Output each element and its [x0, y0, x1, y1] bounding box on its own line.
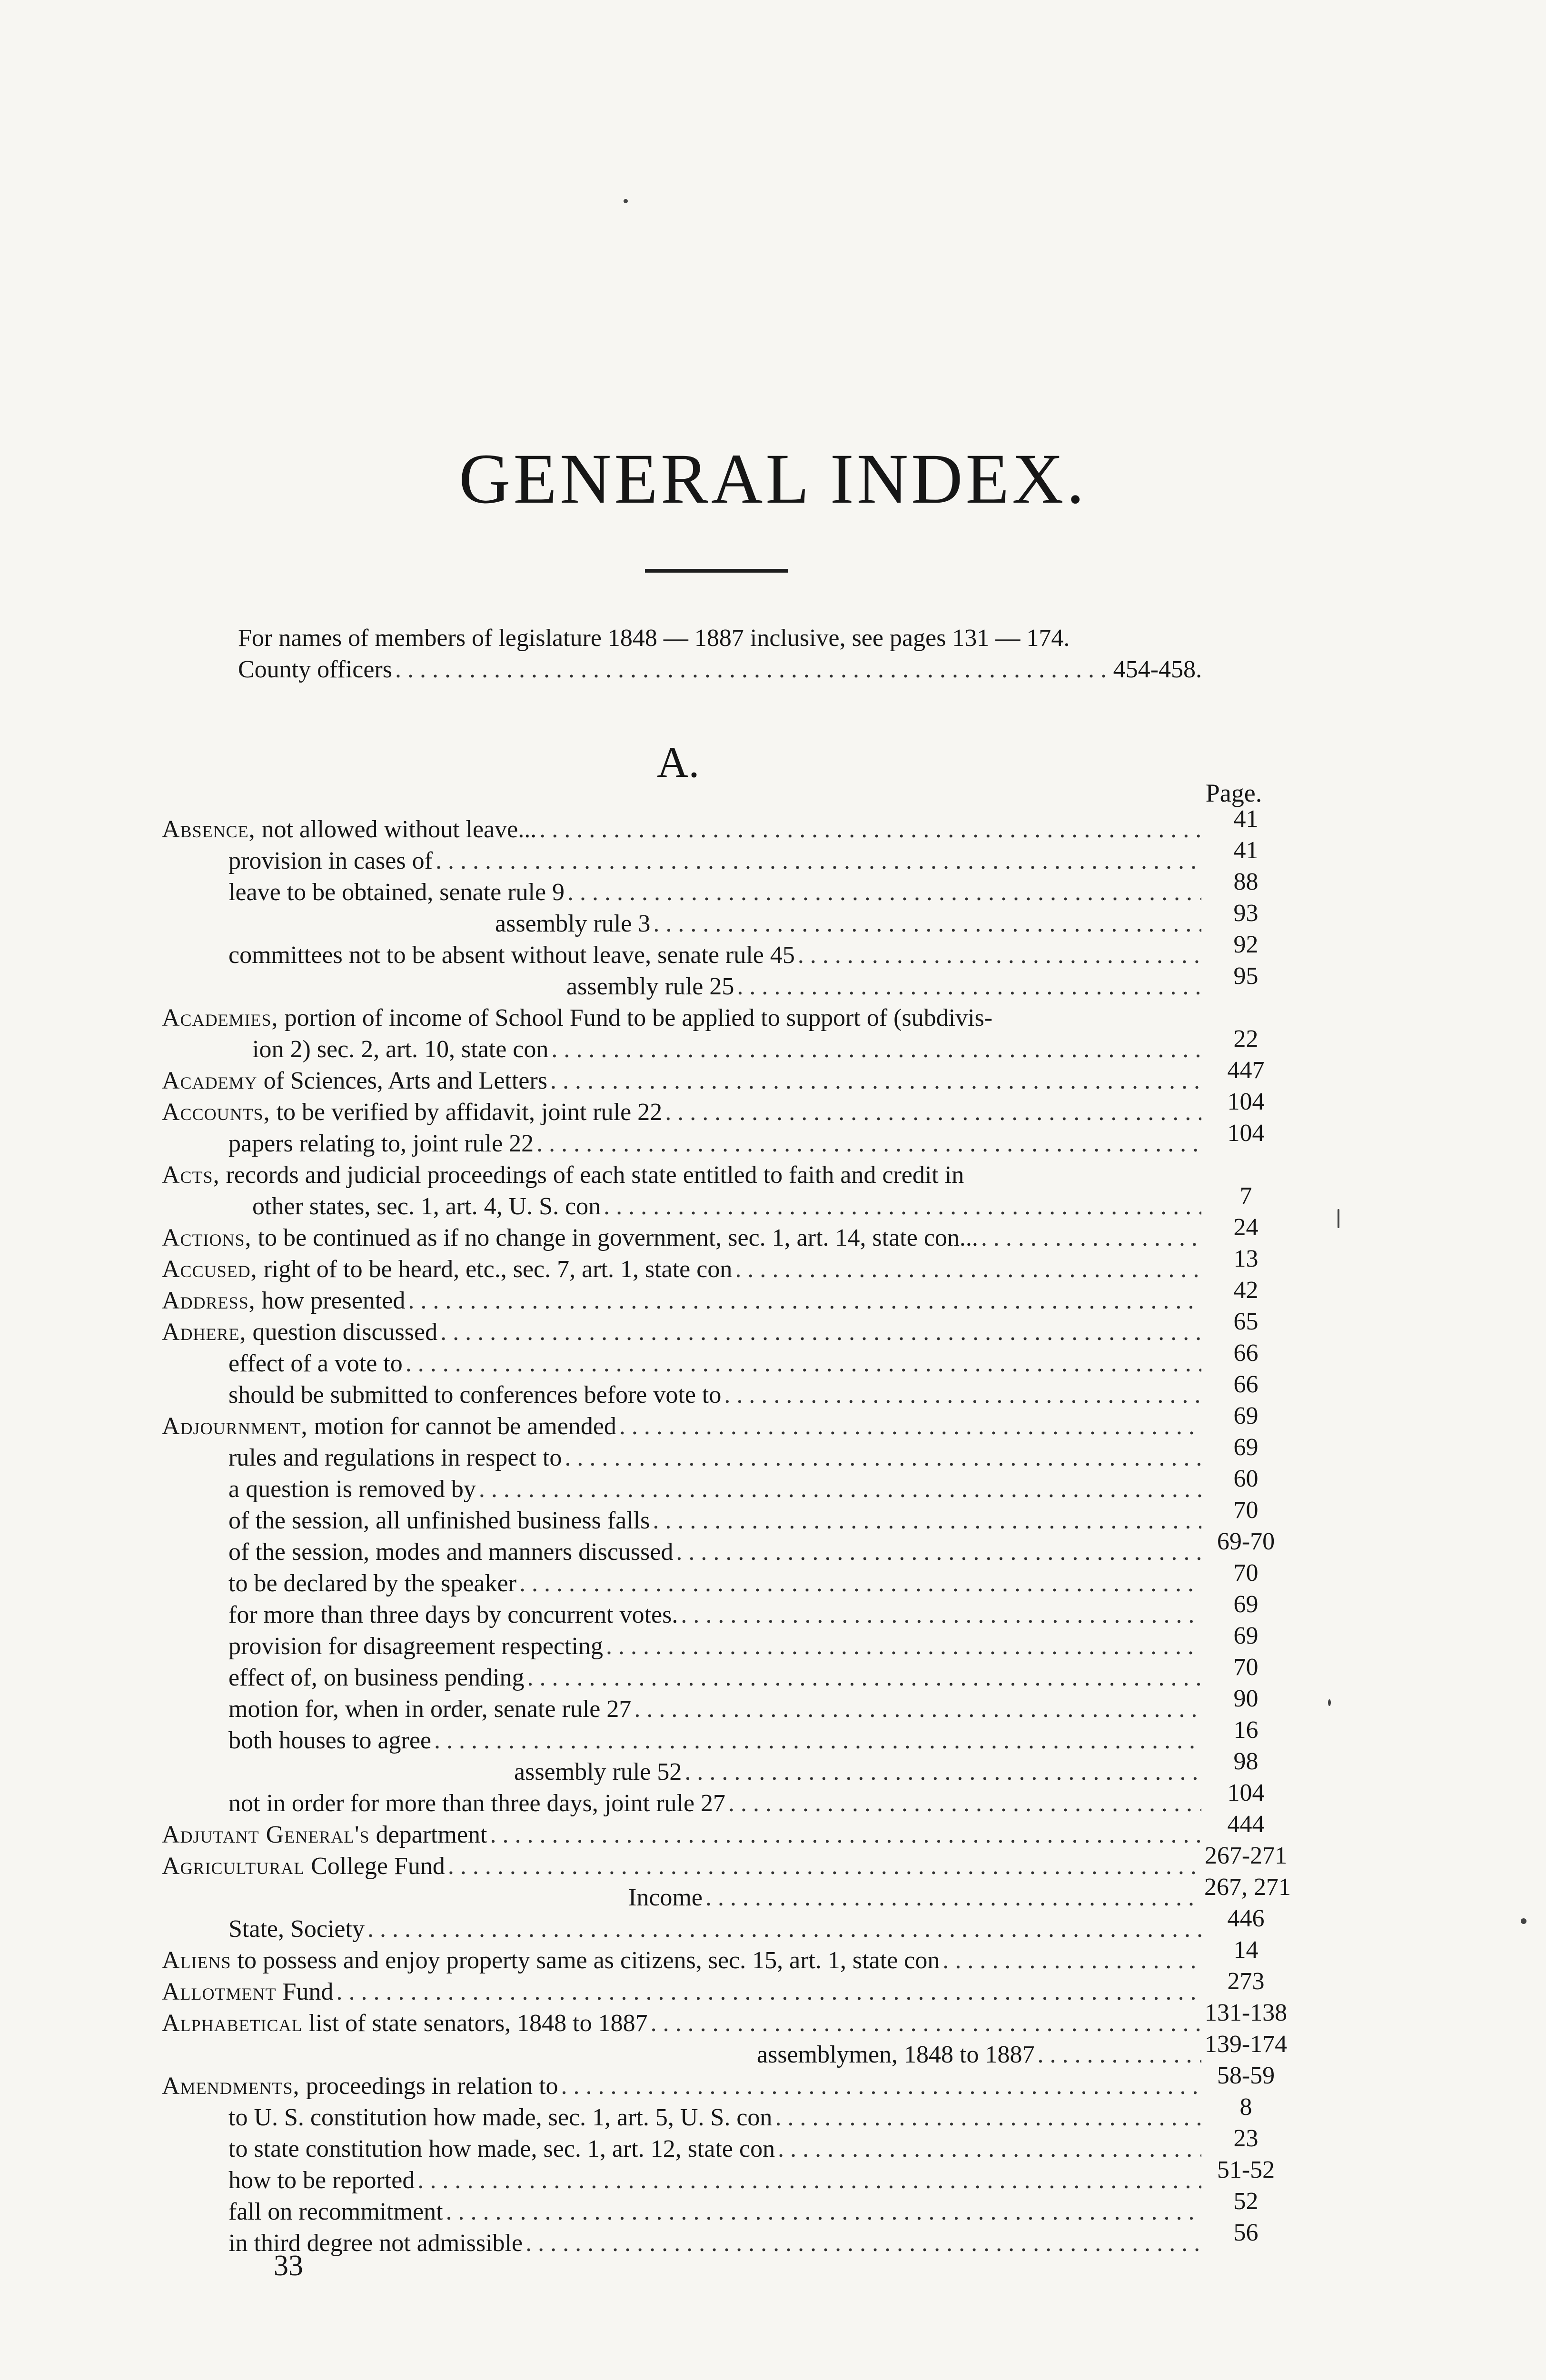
- entry-description: provision for disagreement respecting: [228, 1633, 603, 1660]
- dot-leader: [676, 1537, 1201, 1568]
- dot-leader: [665, 1097, 1201, 1128]
- entry-pages: 88: [1233, 868, 1259, 895]
- entry-description: to be verified by affidavit, joint rule 22: [270, 1099, 663, 1126]
- entry-heading: Address,: [162, 1287, 256, 1314]
- entry-description: not in order for more than three days, joint rule 27: [228, 1790, 726, 1817]
- entry-pages: 41: [1233, 837, 1259, 864]
- index-subentry: [162, 2156, 1288, 2196]
- entry-description: provision in cases of: [228, 847, 433, 874]
- entry-description: of the session, all unfinished business falls: [228, 1507, 650, 1534]
- entry-description: list of state senators, 1848 to 1887: [302, 2010, 648, 2037]
- index-subentry: [162, 1874, 1291, 1914]
- entry-description: motion for cannot be amended: [307, 1413, 616, 1440]
- index-entry: [162, 1277, 1288, 1317]
- entry-description: committees not to be absent without leave, senate rule 45: [228, 942, 795, 969]
- index-entry: [162, 1402, 1288, 1442]
- entry-pages: 23: [1233, 2125, 1259, 2152]
- entry-description: proceedings in relation to: [299, 2073, 558, 2100]
- dot-leader: [1038, 2039, 1201, 2071]
- dot-leader: [550, 1065, 1201, 1097]
- entry-description: assembly rule 52: [514, 1758, 682, 1785]
- entry-text: [252, 1191, 601, 1222]
- entry-heading: Adjutant General's: [162, 1821, 370, 1848]
- entry-pages: 69-70: [1217, 1528, 1275, 1555]
- index-subentry: [162, 1685, 1288, 1725]
- entry-text: [162, 1945, 940, 1976]
- entry-pages: 41: [1233, 805, 1259, 833]
- entry-text: [162, 1222, 978, 1254]
- entry-text: [162, 814, 536, 845]
- entry-text: [228, 1348, 403, 1379]
- dot-leader: [634, 1694, 1201, 1725]
- dot-leader: [798, 940, 1201, 971]
- dot-leader: [519, 1568, 1201, 1599]
- entry-description: to possess and enjoy property same as citizens, sec. 15, art. 1, state con: [231, 1947, 940, 1974]
- dot-leader: [434, 1725, 1201, 1756]
- entry-description: effect of, on business pending: [228, 1664, 525, 1691]
- entry-pages: 139-174: [1204, 2031, 1288, 2058]
- index-subentry: [162, 2031, 1288, 2071]
- index-subentry: [162, 1182, 1288, 1222]
- dot-leader: [724, 1379, 1201, 1411]
- dot-leader: [395, 654, 1110, 685]
- entry-text: [228, 877, 565, 908]
- entry-description: right of to be heard, etc., sec. 7, art. 1, state con: [257, 1256, 733, 1283]
- entry-pages: 16: [1233, 1716, 1259, 1744]
- index-entries: [162, 805, 1291, 2259]
- index-subentry: [162, 1654, 1288, 1694]
- dot-leader: [448, 1851, 1201, 1882]
- entry-text: [228, 845, 433, 877]
- index-subentry: [162, 1716, 1288, 1756]
- scan-speck: [624, 199, 628, 203]
- entry-text: [628, 1882, 703, 1914]
- entry-text: [514, 1756, 682, 1788]
- dot-leader: [567, 877, 1201, 908]
- entry-heading: Academies,: [162, 1004, 278, 1031]
- entry-pages: 24: [1233, 1214, 1259, 1241]
- dot-leader: [735, 1254, 1201, 1285]
- dot-leader: [446, 2196, 1201, 2228]
- entry-pages: 92: [1233, 931, 1259, 958]
- preface-text: For names of members of legislature 1848 — 1887 inclusive, see pages 131 — 174.: [238, 625, 1070, 652]
- entry-pages: 444: [1227, 1811, 1265, 1838]
- index-subentry: [162, 2219, 1288, 2259]
- entry-pages: 14: [1233, 1936, 1259, 1964]
- preface-line-county: [238, 654, 1202, 685]
- entry-pages: 66: [1233, 1371, 1259, 1398]
- entry-description: State, Society: [228, 1915, 365, 1943]
- index-entry: [162, 1057, 1288, 1097]
- entry-heading: Academy: [162, 1067, 258, 1094]
- entry-heading: Adhere,: [162, 1319, 247, 1346]
- dot-leader: [440, 1317, 1201, 1348]
- entry-pages: 267-271: [1204, 1842, 1288, 1869]
- entry-pages: 93: [1233, 900, 1259, 927]
- entry-pages: 447: [1227, 1057, 1265, 1084]
- index-subentry: [162, 837, 1288, 877]
- dot-leader: [604, 1191, 1201, 1222]
- entry-pages: 273: [1227, 1968, 1265, 1995]
- entry-text: [162, 1285, 405, 1317]
- dot-leader: [527, 1662, 1201, 1694]
- dot-leader: [417, 2165, 1201, 2196]
- dot-leader: [778, 2133, 1201, 2165]
- index-subentry: [162, 1779, 1288, 1819]
- dot-leader: [942, 1945, 1201, 1976]
- index-entry: [162, 1308, 1288, 1348]
- dot-leader: [728, 1788, 1201, 1819]
- entry-text: [162, 1976, 333, 2008]
- entry-pages: 104: [1227, 1120, 1265, 1147]
- entry-text: [228, 1379, 721, 1411]
- entry-description: assemblymen, 1848 to 1887: [757, 2041, 1035, 2068]
- entry-pages: 90: [1233, 1685, 1259, 1712]
- dot-leader: [525, 2228, 1201, 2259]
- entry-description: ion 2) sec. 2, art. 10, state con: [252, 1036, 549, 1063]
- entry-text: [228, 1442, 562, 1474]
- index-subentry: [162, 2188, 1288, 2228]
- entry-heading: Allotment: [162, 1978, 277, 2005]
- entry-pages: 60: [1233, 1465, 1259, 1492]
- entry-description: records and judicial proceedings of each state entitled to faith and credit in: [219, 1161, 964, 1189]
- title-rule: [645, 569, 788, 573]
- dot-leader: [737, 971, 1201, 1002]
- index-entry: [162, 1842, 1288, 1882]
- index-entry: [162, 1968, 1288, 2008]
- index-entry: [162, 1811, 1288, 1851]
- entry-text: [757, 2039, 1035, 2071]
- index-entry: [162, 1088, 1288, 1128]
- entry-description: how presented: [255, 1287, 406, 1314]
- entry-description: to be declared by the speaker: [228, 1570, 516, 1597]
- index-entry: [162, 1245, 1288, 1285]
- entry-description: to be continued as if no change in government, sec. 1, art. 14, state con...: [251, 1224, 978, 1251]
- index-subentry: [162, 1371, 1288, 1411]
- entry-pages: 69: [1233, 1402, 1259, 1429]
- entry-description: in third degree not admissible: [228, 2230, 523, 2257]
- index-subentry: [162, 1025, 1288, 1065]
- entry-pages: 70: [1233, 1497, 1259, 1524]
- entry-pages: 446: [1227, 1905, 1265, 1932]
- entry-pages: 95: [1233, 962, 1259, 990]
- entry-description: other states, sec. 1, art. 4, U. S. con: [252, 1193, 601, 1220]
- entry-pages: 8: [1239, 2093, 1252, 2121]
- entry-description: rules and regulations in respect to: [228, 1444, 562, 1471]
- entry-description: fall on recommitment: [228, 2198, 443, 2225]
- entry-text: [228, 1631, 603, 1662]
- dot-leader: [775, 2102, 1201, 2133]
- dot-leader: [490, 1819, 1201, 1851]
- entry-pages: 69: [1233, 1434, 1259, 1461]
- entry-description: of Sciences, Arts and Letters: [257, 1067, 547, 1094]
- index-subentry: [162, 2125, 1288, 2165]
- entry-text: [162, 1065, 547, 1097]
- index-subentry: [162, 1622, 1288, 1662]
- dot-leader: [336, 1976, 1201, 2008]
- entry-text: [495, 908, 650, 940]
- entry-text: [228, 1788, 725, 1819]
- entry-text: [228, 1725, 431, 1756]
- entry-pages: 65: [1233, 1308, 1259, 1335]
- entry-description: both houses to agree: [228, 1727, 432, 1754]
- index-subentry: [162, 962, 1288, 1002]
- index-subentry: [162, 1465, 1288, 1505]
- entry-pages: 52: [1233, 2188, 1259, 2215]
- entry-pages: 7: [1239, 1182, 1252, 1210]
- index-entry: [162, 1936, 1288, 1976]
- entry-description: for more than three days by concurrent votes.: [228, 1601, 678, 1628]
- entry-text: [162, 1819, 487, 1851]
- dot-leader: [367, 1914, 1201, 1945]
- dot-leader: [561, 2071, 1201, 2102]
- page-number: 33: [274, 2250, 303, 2282]
- entry-description: College Fund: [305, 1853, 445, 1880]
- entry-description: leave to be obtained, senate rule 9: [228, 879, 565, 906]
- entry-text: [252, 1034, 548, 1065]
- entry-description: papers relating to, joint rule 22: [228, 1130, 534, 1157]
- entry-pages: 42: [1233, 1277, 1259, 1304]
- entry-description: to state constitution how made, sec. 1, art. 12, state con: [228, 2135, 775, 2162]
- entry-description: assembly rule 3: [495, 910, 651, 937]
- entry-description: of the session, modes and manners discussed: [228, 1538, 674, 1566]
- index-entry: [162, 1160, 1288, 1191]
- entry-pages: 51-52: [1217, 2156, 1275, 2183]
- entry-text: [162, 1160, 964, 1191]
- scan-speck: [1521, 1918, 1526, 1924]
- entry-description: motion for, when in order, senate rule 27: [228, 1696, 632, 1723]
- entry-text: [228, 1474, 476, 1505]
- entry-description: a question is removed by: [228, 1476, 476, 1503]
- dot-leader: [705, 1882, 1201, 1914]
- index-subentry: [162, 1559, 1288, 1599]
- index-subentry: [162, 1434, 1288, 1474]
- entry-pages: 98: [1233, 1748, 1259, 1775]
- entry-text: [228, 1505, 650, 1537]
- entry-text: [162, 1851, 445, 1882]
- entry-pages: 70: [1233, 1654, 1259, 1681]
- dot-leader: [653, 1505, 1201, 1537]
- index-subentry: [162, 1748, 1288, 1788]
- entry-heading: Aliens: [162, 1947, 231, 1974]
- entry-text: [162, 2071, 558, 2102]
- entry-text: [228, 2133, 775, 2165]
- page-title: GENERAL INDEX.: [459, 439, 1087, 518]
- dot-leader: [436, 845, 1201, 877]
- index-subentry: [162, 868, 1288, 908]
- entry-text: [162, 1002, 992, 1034]
- entry-heading: Actions,: [162, 1224, 252, 1251]
- entry-text: [162, 2008, 648, 2039]
- index-subentry: [162, 1120, 1288, 1160]
- index-entry: [162, 1214, 1288, 1254]
- dot-leader: [619, 1411, 1201, 1442]
- dot-leader: [681, 1599, 1201, 1631]
- entry-text: [228, 1128, 534, 1160]
- entry-description: effect of a vote to: [228, 1350, 403, 1377]
- section-letter: A.: [657, 738, 700, 786]
- entry-description: should be submitted to conferences before vote to: [228, 1381, 722, 1408]
- entry-heading: Accounts,: [162, 1099, 270, 1126]
- index-subentry: [162, 1339, 1288, 1379]
- entry-description: department: [369, 1821, 487, 1848]
- entry-pages: 56: [1233, 2219, 1259, 2246]
- entry-description: to U. S. constitution how made, sec. 1, art. 5, U. S. con: [228, 2104, 773, 2131]
- entry-text: [228, 2102, 772, 2133]
- entry-text: [228, 1599, 678, 1631]
- entry-pages: 69: [1233, 1622, 1259, 1649]
- entry-pages: 22: [1233, 1025, 1259, 1052]
- entry-pages: 70: [1233, 1559, 1259, 1587]
- scan-speck: [1338, 1209, 1339, 1228]
- preface-text: County officers: [238, 656, 392, 683]
- entry-pages: 66: [1233, 1339, 1259, 1367]
- entry-description: portion of income of School Fund to be applied to support of (subdivis-: [278, 1004, 993, 1031]
- index-entry: [162, 2062, 1288, 2102]
- dot-leader: [565, 1442, 1201, 1474]
- entry-description: not allowed without leave...: [255, 816, 537, 843]
- scan-speck: [1328, 1699, 1331, 1706]
- entry-pages: 13: [1233, 1245, 1259, 1272]
- entry-text: [228, 2228, 523, 2259]
- index-subentry: [162, 1591, 1288, 1631]
- index-subentry: [162, 2093, 1288, 2133]
- entry-text: [228, 1694, 631, 1725]
- entry-heading: Absence,: [162, 816, 256, 843]
- index-subentry: [162, 1905, 1288, 1945]
- entry-heading: Acts,: [162, 1161, 220, 1189]
- entry-text: [228, 1568, 516, 1599]
- entry-heading: Adjournment,: [162, 1413, 308, 1440]
- preface-pages: 454-458.: [1113, 656, 1202, 683]
- entry-text: [162, 1411, 616, 1442]
- entry-text: [566, 971, 734, 1002]
- entry-heading: Accused,: [162, 1256, 258, 1283]
- entry-description: Income: [628, 1884, 703, 1911]
- dot-leader: [536, 1128, 1201, 1160]
- entry-pages: 131-138: [1204, 1999, 1288, 2026]
- index-subentry: [162, 931, 1288, 971]
- index-entry: [162, 805, 1288, 845]
- entry-text: [228, 1914, 365, 1945]
- entry-heading: Alphabetical: [162, 2010, 303, 2037]
- entry-description: assembly rule 25: [566, 973, 734, 1000]
- dot-leader: [408, 1285, 1201, 1317]
- dot-leader: [651, 2008, 1201, 2039]
- entry-pages: 58-59: [1217, 2062, 1275, 2089]
- index-entry: [162, 1999, 1288, 2039]
- dot-leader: [684, 1756, 1201, 1788]
- entry-text: [228, 2165, 415, 2196]
- entry-text: [162, 1097, 662, 1128]
- entry-text: [162, 1317, 437, 1348]
- dot-leader: [539, 814, 1201, 845]
- index-subentry: [162, 1497, 1288, 1537]
- preface: [238, 623, 1202, 685]
- dot-leader: [653, 908, 1201, 940]
- dot-leader: [606, 1631, 1201, 1662]
- entry-pages: 104: [1227, 1088, 1265, 1115]
- page-column-header: Page.: [1205, 779, 1262, 807]
- dot-leader: [551, 1034, 1201, 1065]
- index-subentry: [162, 900, 1288, 940]
- entry-heading: Agricultural: [162, 1853, 305, 1880]
- entry-text: [228, 2196, 443, 2228]
- entry-description: Fund: [276, 1978, 334, 2005]
- dot-leader: [479, 1474, 1201, 1505]
- entry-text: [228, 1662, 524, 1694]
- entry-description: question discussed: [246, 1319, 438, 1346]
- entry-pages: 69: [1233, 1591, 1259, 1618]
- entry-text: [228, 940, 795, 971]
- entry-text: [162, 1254, 732, 1285]
- entry-pages: 104: [1227, 1779, 1265, 1806]
- index-subentry: [162, 1528, 1288, 1568]
- entry-pages: 267, 271: [1204, 1874, 1291, 1901]
- dot-leader: [406, 1348, 1201, 1379]
- dot-leader: [981, 1222, 1201, 1254]
- preface-line-members: [238, 623, 1202, 654]
- entry-description: how to be reported: [228, 2167, 415, 2194]
- index-entry: [162, 1002, 1288, 1034]
- entry-text: [228, 1537, 673, 1568]
- entry-heading: Amendments,: [162, 2073, 300, 2100]
